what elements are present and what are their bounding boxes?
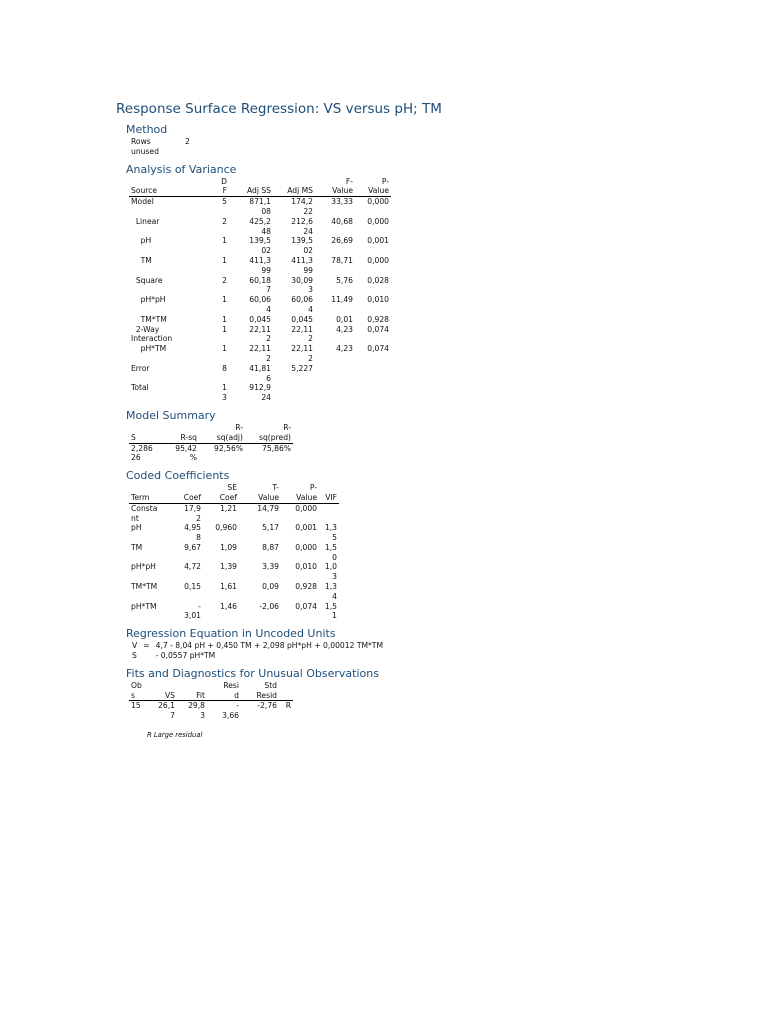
column-header: R-sq	[161, 423, 199, 443]
column-header: Source	[129, 177, 211, 197]
row-label: pH	[131, 236, 152, 246]
table-cell: 1	[222, 344, 227, 354]
row-label: Square	[131, 275, 163, 285]
table-cell: 0,000	[367, 216, 389, 226]
column-header: SE Coef	[203, 483, 239, 503]
table-cell: 1,5 0	[324, 542, 337, 562]
model-summary-table	[129, 423, 293, 463]
table-cell: 912,9 24	[249, 383, 271, 403]
unusual-observations-heading: Fits and Diagnostics for Unusual Observations	[126, 666, 379, 680]
anova-block	[129, 177, 716, 403]
document	[116, 101, 716, 741]
rows-unused-label: Rows unused	[131, 137, 159, 156]
table-cell: 212,6 24	[291, 216, 313, 236]
table-cell: 0,045	[249, 314, 271, 324]
table-cell: 0,001	[295, 523, 317, 533]
table-cell: 5,76	[336, 275, 353, 285]
column-header: D F	[211, 177, 229, 197]
table-cell: 29,8 3	[188, 701, 205, 721]
column-header: R- sq(adj)	[199, 423, 245, 443]
table-cell: 4,23	[336, 324, 353, 334]
column-header: Coef	[167, 483, 203, 503]
table-cell	[315, 383, 355, 403]
coded-coefficients-heading: Coded Coefficients	[126, 469, 230, 483]
table-cell	[273, 383, 315, 403]
table-cell: 11,49	[331, 295, 353, 305]
equation-equals: =	[143, 641, 150, 651]
column-header: VS	[147, 681, 177, 701]
table-cell	[355, 383, 391, 403]
table-cell: 1,5 1	[324, 601, 337, 621]
table-cell: 75,86%	[262, 443, 291, 453]
table-cell: 0,028	[367, 275, 389, 285]
row-label: 2,286 26	[131, 443, 153, 463]
table-cell: 26,69	[331, 236, 353, 246]
column-header: Resi d	[207, 681, 241, 701]
table-row	[129, 503, 339, 523]
method-table	[129, 137, 192, 157]
unusual-observations-table	[129, 681, 293, 721]
table-cell: 22,11 2	[291, 344, 313, 363]
equation-lhs: V S	[132, 641, 138, 661]
equation-line-2: - 0,0557 pH*TM	[155, 651, 216, 661]
table-row	[129, 364, 391, 384]
table-cell: 5,227	[291, 363, 313, 373]
table-cell: 3,39	[262, 562, 279, 572]
table-row	[129, 602, 339, 622]
row-label: TM	[131, 542, 143, 552]
regression-equation-table	[129, 641, 386, 661]
table-cell: 78,71	[331, 255, 353, 265]
table-cell: - 3,66	[222, 701, 239, 721]
table-cell: 0,928	[367, 314, 389, 324]
table-cell: 0,010	[367, 295, 389, 305]
method-heading: Method	[126, 123, 168, 136]
table-row	[129, 383, 391, 403]
table-cell: 1,46	[220, 601, 237, 611]
table-cell: -2,06	[259, 601, 279, 611]
row-label: pH*pH	[131, 295, 166, 305]
table-cell: 22,11 2	[249, 324, 271, 344]
table-cell: 0,09	[262, 582, 279, 592]
table-cell: 1	[222, 295, 227, 305]
table-cell: 5	[222, 197, 227, 207]
table-cell: 174,2 22	[291, 197, 313, 216]
table-cell: 5,17	[262, 523, 279, 533]
column-header: VIF	[319, 483, 339, 503]
table-cell: 0,01	[336, 314, 353, 324]
table-cell: 8,87	[262, 542, 279, 552]
table-cell: 14,79	[257, 503, 279, 513]
coded-coefficients-table	[129, 483, 339, 621]
table-row	[129, 701, 293, 721]
table-row	[129, 543, 339, 563]
table-cell: 1,39	[220, 562, 237, 572]
row-label: TM*TM	[131, 314, 167, 324]
table-cell: 0,074	[367, 324, 389, 334]
row-label: Linear	[131, 216, 160, 226]
table-cell: 1	[222, 324, 227, 334]
table-cell: 26,1 7	[158, 701, 175, 721]
table-cell: 0,001	[367, 236, 389, 246]
table-cell: - 3,01	[184, 601, 201, 621]
row-label: pH*TM	[131, 344, 167, 354]
column-header: R- sq(pred)	[245, 423, 293, 443]
table-cell: 22,11 2	[249, 344, 271, 363]
table-cell: 0,000	[367, 197, 389, 207]
column-header: Term	[129, 483, 167, 503]
row-label: Error	[131, 363, 150, 373]
table-cell: 1	[222, 255, 227, 265]
table-cell: 60,06 4	[249, 295, 271, 314]
table-cell: R	[285, 701, 291, 711]
table-row	[129, 217, 391, 237]
table-cell: 4,95 8	[184, 523, 201, 543]
table-cell: 17,9 2	[184, 503, 201, 523]
table-cell: 0,15	[184, 582, 201, 592]
regression-equation-block	[129, 641, 716, 661]
table-cell: 0,000	[295, 542, 317, 552]
table-row	[129, 276, 391, 296]
table-cell: 1	[222, 236, 227, 246]
table-cell: 8	[222, 363, 227, 373]
table-row	[129, 315, 391, 325]
column-header: S	[129, 423, 161, 443]
table-cell: 41,81 6	[249, 363, 271, 383]
anova-heading: Analysis of Variance	[126, 162, 237, 176]
table-cell	[355, 364, 391, 384]
table-cell: 22,11 2	[291, 324, 313, 344]
column-header: P- Value	[355, 177, 391, 197]
table-cell: 2	[222, 216, 227, 226]
table-cell: 1,61	[220, 582, 237, 592]
table-cell: 0,960	[215, 523, 237, 533]
table-cell: 2	[222, 275, 227, 285]
table-cell: 33,33	[331, 197, 353, 207]
residual-note: R Large residual	[147, 731, 203, 740]
table-row	[129, 443, 293, 463]
column-header: Adj MS	[273, 177, 315, 197]
table-cell: 1 3	[222, 383, 227, 403]
table-cell: 4,72	[184, 562, 201, 572]
column-header: Adj SS	[229, 177, 273, 197]
row-label: 15	[131, 701, 141, 711]
table-cell: -2,76	[257, 701, 277, 711]
row-label: Total	[131, 383, 149, 393]
table-cell: 0,074	[295, 601, 317, 611]
column-header: Std Resid	[241, 681, 279, 701]
column-header	[279, 681, 293, 701]
page-title: Response Surface Regression: VS versus pH; TM	[116, 101, 442, 117]
table-cell: 4,23	[336, 344, 353, 354]
row-label: Model	[131, 197, 154, 207]
table-row	[129, 295, 391, 315]
table-cell: 9,67	[184, 542, 201, 552]
table-cell: 1,09	[220, 542, 237, 552]
table-row	[129, 256, 391, 276]
equation-body	[153, 641, 386, 661]
column-header: Ob s	[129, 681, 147, 701]
table-cell: 1,0 3	[324, 562, 337, 582]
column-header: T- Value	[239, 483, 281, 503]
coded-coefficients-block	[129, 483, 716, 621]
table-row	[129, 344, 391, 364]
table-cell: 425,2 48	[249, 216, 271, 236]
table-cell: 1,21	[220, 503, 237, 513]
table-cell: 0,010	[295, 562, 317, 572]
table-cell: 1	[222, 314, 227, 324]
equation-line-1: 4,7 - 8,04 pH + 0,450 TM + 2,098 pH*pH + 0,00012 TM*TM	[155, 641, 383, 651]
table-cell	[315, 364, 355, 384]
table-row	[129, 325, 391, 345]
table-row	[129, 236, 391, 256]
row-label: 2-Way Interaction	[131, 324, 173, 344]
table-cell: 92,56%	[214, 443, 243, 453]
model-summary-heading: Model Summary	[126, 408, 216, 422]
row-label: pH*pH	[131, 562, 156, 572]
row-label: pH*TM	[131, 601, 157, 611]
table-cell: 60,06 4	[291, 295, 313, 314]
table-cell: 1,3 5	[324, 523, 337, 543]
table-cell	[319, 503, 339, 523]
table-cell: 139,5 02	[249, 236, 271, 256]
table-cell: 139,5 02	[291, 236, 313, 256]
table-cell: 0,045	[291, 314, 313, 324]
table-cell: 60,18 7	[249, 275, 271, 295]
rows-unused-value: 2	[185, 137, 190, 146]
table-row	[129, 582, 339, 602]
table-cell: 0,074	[367, 344, 389, 354]
row-label: pH	[131, 523, 142, 533]
table-cell: 411,3 99	[249, 255, 271, 275]
table-cell: 411,3 99	[291, 255, 313, 275]
table-row	[129, 197, 391, 217]
column-header: F- Value	[315, 177, 355, 197]
table-row	[129, 562, 339, 582]
table-cell: 871,1 08	[249, 197, 271, 216]
row-label: Consta nt	[131, 503, 158, 523]
table-cell: 0,000	[295, 503, 317, 513]
table-cell: 0,000	[367, 255, 389, 265]
table-cell: 1,3 4	[324, 582, 337, 601]
anova-table	[129, 177, 391, 403]
column-header: Fit	[177, 681, 207, 701]
column-header: P- Value	[281, 483, 319, 503]
table-cell: 95,42 %	[175, 443, 197, 463]
method-block	[129, 137, 716, 157]
model-summary-block	[129, 423, 716, 463]
table-cell: 30,09 3	[291, 275, 313, 295]
table-cell: 0,928	[295, 582, 317, 592]
row-label: TM	[131, 255, 152, 265]
unusual-observations-block	[129, 681, 716, 741]
table-cell: 40,68	[331, 216, 353, 226]
row-label: TM*TM	[131, 582, 158, 592]
table-row	[129, 523, 339, 543]
regression-equation-heading: Regression Equation in Uncoded Units	[126, 627, 336, 641]
